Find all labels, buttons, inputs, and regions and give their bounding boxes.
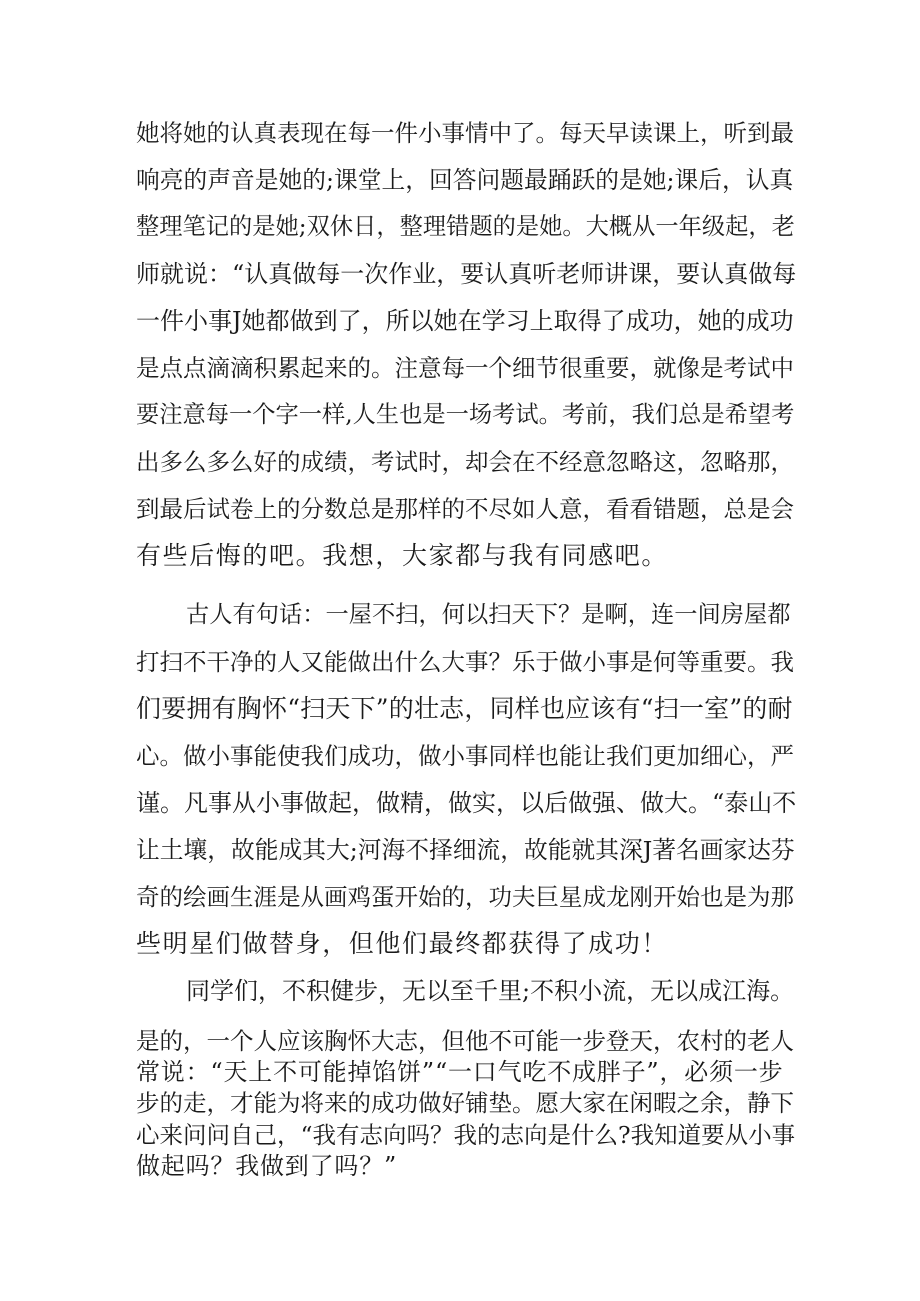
text-line: 做起吗？我做到了吗？” — [136, 1152, 398, 1180]
text-line: 们要拥有胸怀“扫天下”的壮志，同样也应该有“扫一室”的耐 — [136, 694, 793, 723]
text-line: 是的，一个人应该胸怀大志，但他不可能一步登天，农村的老人 — [136, 1027, 794, 1055]
text-line: 谨。凡事从小事做起，做精，做实，以后做强、做大。“泰山不 — [136, 789, 797, 817]
text-line: 要注意每一个字一样,人生也是一场考试。考前，我们总是希望考 — [136, 401, 795, 428]
text-line: 常说：“天上不可能掉馅饼”“一口气吃不成胖子”，必须一步 — [136, 1058, 784, 1086]
text-line: 步的走，才能为将来的成功做好铺垫。愿大家在闲暇之余，静下 — [136, 1089, 794, 1117]
text-line: 心。做小事能使我们成功，做小事同样也能让我们更加细心，严 — [136, 742, 794, 770]
text-line: 同学们，不积健步，无以至千里;不积小流，无以成江海。 — [186, 977, 795, 1005]
text-line: 打扫不干净的人又能做出什么大事？乐于做小事是何等重要。我 — [136, 648, 794, 676]
text-line: 师就说：“认真做每一次作业，要认真听老师讲课，要认真做每 — [136, 260, 797, 288]
text-line: 到最后试卷上的分数总是那样的不尽如人意，看看错题，总是会 — [136, 495, 794, 523]
text-line: 让土壤，故能成其大;河海不择细流，故能就其深J著名画家达芬 — [136, 836, 795, 864]
text-line: 些明星们做替身，但他们最终都获得了成功！ — [136, 929, 669, 958]
text-line: 响亮的声音是她的;课堂上，回答问题最踊跃的是她;课后，认真 — [136, 166, 794, 194]
text-line: 整理笔记的是她;双休日，整理错题的是她。大概从一年级起，老 — [136, 213, 795, 240]
text-line: 是点点滴滴积累起来的。注意每一个细节很重要，就像是考试中 — [136, 354, 794, 382]
text-line: 她将她的认真表现在每一件小事情中了。每天早读课上，听到最 — [136, 119, 794, 147]
text-line: 出多么多么好的成绩，考试时，却会在不经意忽略这，忽略那， — [136, 448, 794, 476]
text-line: 奇的绘画生涯是从画鸡蛋开始的，功夫巨星成龙刚开始也是为那 — [136, 883, 794, 911]
text-line: 一件小事J她都做到了，所以她在学习上取得了成功，她的成功 — [136, 307, 794, 335]
text-line: 心来问问自己，“我有志向吗？我的志向是什么?我知道要从小事 — [136, 1121, 796, 1149]
text-line: 有些后悔的吧。我想，大家都与我有同感吧。 — [136, 541, 669, 570]
text-line: 古人有句话：一屋不扫，何以扫天下？是啊，连一间房屋都 — [186, 601, 791, 628]
